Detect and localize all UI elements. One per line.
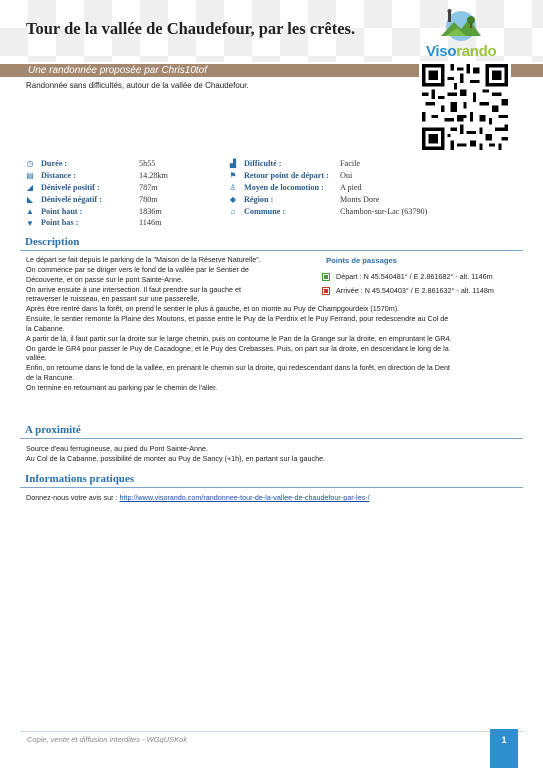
info-label: Moyen de locomotion :: [244, 182, 324, 192]
info-row-retour: [228, 170, 518, 182]
end-marker-icon: [322, 287, 330, 295]
info-row-denivele-negatif: [25, 194, 225, 206]
info-label: Commune :: [244, 206, 286, 216]
description-line: On garde le GR4 pour passer le Puy de Cacadogne, et le Puy des Crebasses. Puis, on part sur la droite, en descendant le long de la: [26, 343, 449, 353]
proposed-by-text: Une randonnée proposée par Chris10tof: [28, 65, 208, 76]
info-label: Durée :: [41, 159, 68, 168]
info-value: 1836m: [139, 206, 162, 216]
feedback-prefix: Donnez-nous votre avis sur :: [26, 493, 120, 502]
walker-icon: ♙: [229, 183, 237, 193]
section-divider: [20, 487, 523, 488]
info-label: Difficulté :: [244, 159, 282, 168]
section-title-informations: Informations pratiques: [25, 473, 135, 485]
logo-part-rando: rando: [456, 43, 497, 60]
info-value: Monts Dore: [340, 194, 380, 204]
info-label: Point bas :: [41, 218, 79, 228]
waypoint-end-text: Arrivée : N 45.540403° / E 2.861632° - alt. 1148m: [336, 286, 494, 295]
info-row-difficulte: [228, 158, 518, 170]
section-title-description: Description: [25, 236, 80, 248]
info-value: Chambon-sur-Lac (63790): [340, 206, 428, 216]
info-row-region: [228, 194, 518, 206]
high-point-icon: ▲: [26, 207, 34, 216]
info-label: Retour point de départ :: [244, 170, 329, 180]
info-row-denivele-positif: [25, 182, 225, 194]
info-value: A pied: [340, 182, 362, 192]
info-row-commune: [228, 206, 518, 218]
qr-code-icon[interactable]: [419, 61, 511, 153]
proximite-text: [26, 444, 325, 464]
info-label: Distance :: [41, 170, 76, 180]
waypoint-start: [322, 272, 493, 281]
section-title-proximite: A proximité: [25, 424, 81, 436]
description-line: retraverser le ruisseau, en passant sur une passerelle.: [26, 294, 200, 304]
page-number: 1: [490, 729, 518, 768]
descent-icon: ◣: [26, 195, 34, 205]
description-line: Après être rentré dans la forêt, on prend le sentier le plus à gauche, et on monte au Puy de Champgourdeix (1570m).: [26, 304, 400, 314]
info-value: 5h55: [139, 158, 156, 168]
region-icon: ◆: [229, 195, 237, 205]
copyright-notice: Copie, vente et diffusion interdites - WGqUSKok: [27, 735, 188, 744]
logo-part-visor: Viso: [426, 43, 457, 60]
section-divider: [20, 438, 523, 439]
distance-icon: ▤: [26, 171, 34, 181]
info-row-locomotion: [228, 182, 518, 194]
description-line: Le départ se fait depuis le parking de la "Maison de la Réserve Naturelle".: [26, 255, 261, 264]
description-line: On commence par se diriger vers le fond de la vallée par le Sentier de: [26, 264, 249, 274]
hike-summary: Randonnée sans difficultés, autour de la vallée de Chaudefour.: [26, 81, 249, 90]
info-value: 1146m: [139, 218, 162, 228]
info-row-point-bas: [25, 217, 225, 229]
return-icon: ⚑: [229, 171, 237, 181]
description-line: On termine en retournant au parking par le chemin de l'aller.: [26, 382, 218, 392]
info-value: 787m: [139, 182, 158, 192]
info-label: Région :: [244, 194, 274, 204]
info-right-column: [228, 158, 518, 217]
info-label: Point haut :: [41, 206, 83, 216]
proximite-line: Au Col de la Cabanne, possibilité de monter au Puy de Sancy (+1h), en partant sur la gauche.: [26, 453, 326, 463]
info-label: Dénivelé positif :: [41, 182, 100, 192]
info-value: Facile: [340, 158, 361, 168]
difficulty-icon: ▟: [229, 159, 237, 169]
ascent-icon: ◢: [26, 183, 34, 193]
description-line: Enfin, on retourne dans le fond de la vallée, en prenant le chemin sur la droite, qui redescendant dans la forêt, en direction de la Dent: [26, 363, 450, 373]
description-line: Ensuite, le sentier remonte la Plaine des Moutons, et passe entre le Puy de la Perdrix et le Puy Ferrand, pour redescendre au Col de: [26, 314, 449, 324]
proximite-line: Source d'eau ferrugineuse, au pied du Pont Sainte-Anne.: [26, 444, 208, 453]
start-marker-icon: [322, 273, 330, 281]
description-line: vallée.: [26, 353, 47, 363]
info-value: Oui: [340, 170, 353, 180]
info-left-column: [25, 158, 225, 229]
brand-logo-text[interactable]: [426, 43, 496, 60]
section-divider: [20, 250, 523, 251]
description-line: de la Rancune.: [26, 373, 75, 383]
info-value: 780m: [139, 194, 158, 204]
info-row-distance: [25, 170, 225, 182]
description-line: A partir de là, il faut partir sur la droite sur le large chemin, puis on contourne le Pan de la Grange sur la droite, en empruntant le GR4.: [26, 333, 452, 343]
page-title: Tour de la vallée de Chaudefour, par les crêtes.: [26, 19, 356, 38]
waypoint-start-text: Départ : N 45.540481° / E 2.861682° - alt. 1146m: [336, 272, 493, 281]
description-line: On arrive ensuite à une intersection. Il faut prendre sur la gauche et: [26, 284, 241, 294]
description-line: Découverte, et on passe sur le pont Sainte-Anne.: [26, 274, 184, 284]
footer-divider: [20, 731, 523, 732]
description-line: la Cabanne.: [26, 323, 65, 333]
info-row-duree: [25, 158, 225, 170]
infos-text: [26, 493, 370, 503]
town-hall-icon: ⌂: [230, 207, 236, 216]
hike-link[interactable]: http://www.visorando.com/randonnee-tour-de-la-vallee-de-chaudefour-par-les-/: [119, 493, 370, 502]
low-point-icon: ▼: [26, 218, 34, 228]
waypoints-title: Points de passages: [326, 256, 397, 265]
waypoint-end: [322, 286, 494, 295]
info-label: Dénivelé négatif :: [41, 194, 102, 204]
clock-icon: ◷: [26, 159, 34, 169]
info-row-point-haut: [25, 206, 225, 218]
info-value: 14.28km: [139, 170, 168, 180]
